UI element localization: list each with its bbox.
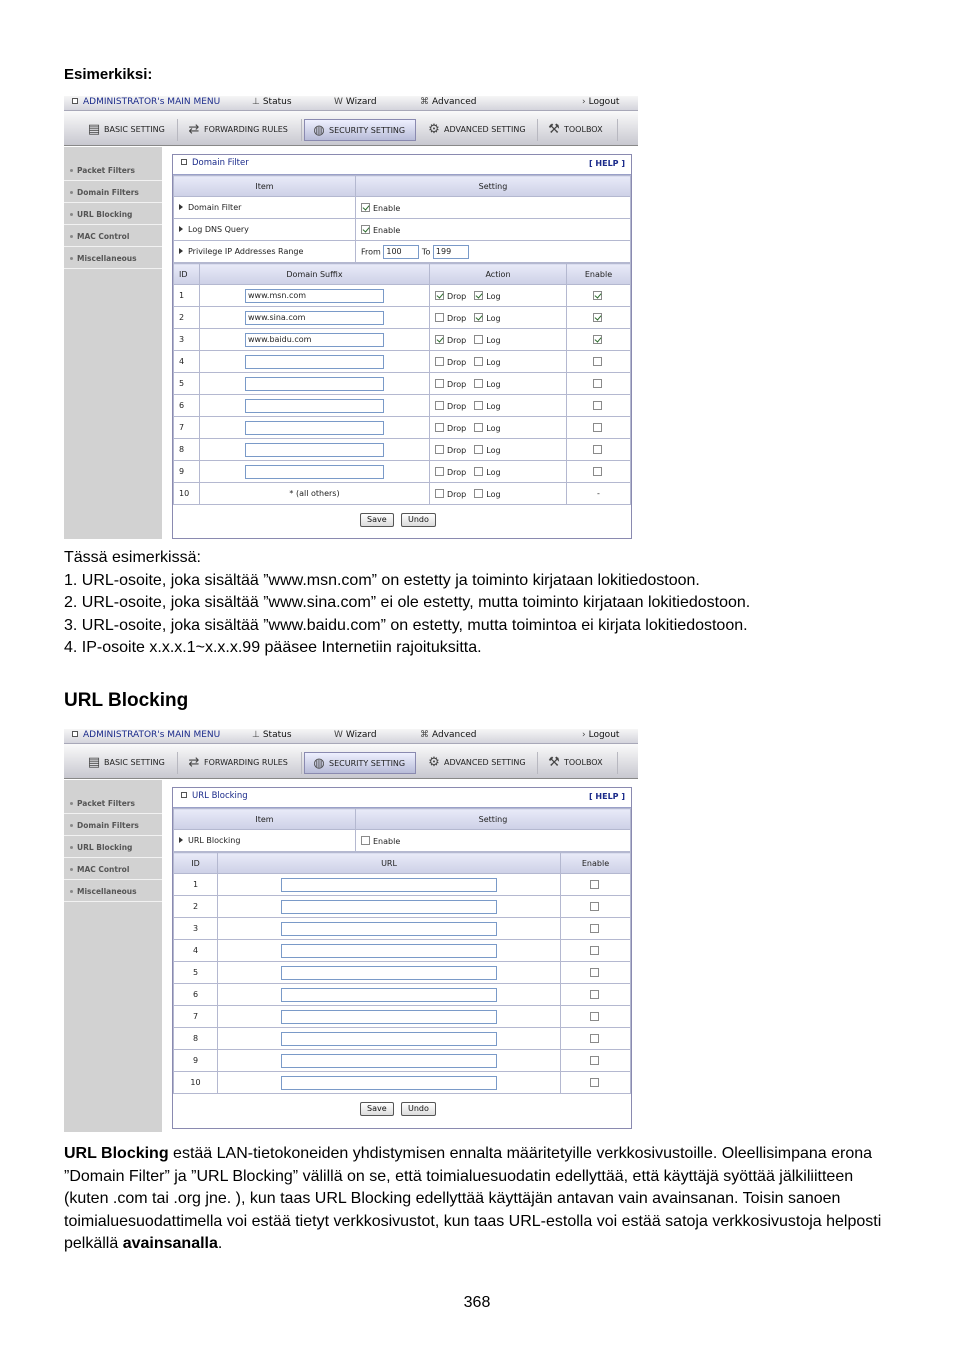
domain-filter-label: Domain Filter	[174, 197, 356, 219]
enable-checkbox[interactable]	[593, 335, 602, 344]
shield-icon: ◍	[313, 756, 325, 771]
url-blocking-screenshot	[64, 729, 638, 1132]
row-id: 7	[174, 417, 200, 439]
domain-suffix-input[interactable]	[245, 355, 384, 369]
example-heading: Esimerkiksi:	[64, 66, 153, 83]
table-row	[174, 1006, 631, 1028]
drop-label: Drop	[447, 313, 467, 323]
table-row	[174, 351, 631, 373]
table-row	[174, 1072, 631, 1094]
sidebar-item-miscellaneous[interactable]: Miscellaneous	[64, 249, 162, 269]
action-header: Action	[430, 264, 567, 285]
row-id: 8	[174, 1028, 218, 1050]
row-id: 9	[174, 461, 200, 483]
admin-menu-link[interactable]: ADMINISTRATOR's MAIN MENU	[72, 97, 220, 107]
enable-checkbox[interactable]	[593, 467, 602, 476]
person-icon: ⊥	[252, 97, 260, 107]
url-input[interactable]	[281, 1054, 497, 1068]
folder-icon: ▤	[87, 122, 101, 137]
all-others-label: * (all others)	[200, 483, 430, 505]
row-id: 3	[174, 918, 218, 940]
main-tab-bar	[64, 744, 638, 779]
log-label: Log	[486, 423, 501, 433]
log-label: Log	[486, 489, 501, 499]
save-button[interactable]: Save	[360, 1102, 394, 1116]
sidebar-item-packet-filters[interactable]: Packet Filters	[64, 161, 162, 181]
enable-checkbox[interactable]	[593, 313, 602, 322]
panel-title: Domain Filter	[181, 158, 249, 168]
gear-icon: ⚙	[428, 755, 440, 770]
tab-basic-setting[interactable]: ▤ BASIC SETTING	[80, 119, 178, 141]
drop-checkbox[interactable]	[435, 357, 444, 366]
table-row	[174, 307, 631, 329]
domain-filter-panel	[172, 154, 632, 539]
domain-suffix-input[interactable]	[245, 465, 384, 479]
table-row	[174, 417, 631, 439]
table-row	[174, 962, 631, 984]
privilege-range-label: Privilege IP Addresses Range	[174, 241, 356, 263]
enable-checkbox[interactable]	[593, 357, 602, 366]
domain-suffix-input[interactable]: www.baidu.com	[245, 333, 384, 347]
explanation-line: 1. URL-osoite, joka sisältää ”www.msn.com” on estetty ja toiminto kirjataan lokitiedostoon.	[64, 571, 700, 589]
url-input[interactable]	[281, 988, 497, 1002]
button-row	[173, 505, 631, 535]
row-id: 5	[174, 962, 218, 984]
enable-header: Enable	[567, 264, 631, 285]
log-checkbox[interactable]	[474, 379, 483, 388]
url-blocking-enable-checkbox[interactable]	[361, 836, 370, 845]
url-input[interactable]	[281, 1032, 497, 1046]
section-heading: URL Blocking	[64, 690, 189, 711]
drop-checkbox[interactable]	[435, 379, 444, 388]
help-link[interactable]: [ HELP ]	[588, 792, 625, 801]
advanced-link[interactable]: ⌘ Advanced	[420, 97, 477, 107]
advanced-link[interactable]: ⌘ Advanced	[420, 730, 477, 740]
log-label: Log	[486, 379, 501, 389]
id-header: ID	[174, 853, 218, 874]
range-from-input[interactable]: 100	[383, 245, 419, 259]
log-checkbox[interactable]	[474, 291, 483, 300]
drop-checkbox[interactable]	[435, 423, 444, 432]
explanation-block	[64, 547, 750, 660]
gear-icon: ⚙	[428, 122, 440, 137]
tab-toolbox[interactable]: ⚒ TOOLBOX	[540, 119, 618, 141]
setting-header: Setting	[356, 809, 631, 830]
explanation-line: 4. IP-osoite x.x.x.1~x.x.x.99 pääsee Internetiin rajoituksitta.	[64, 639, 482, 656]
url-input[interactable]	[281, 944, 497, 958]
paragraph-end: .	[217, 1235, 223, 1252]
url-blocking-label: URL Blocking	[174, 830, 356, 852]
row-id: 4	[174, 940, 218, 962]
row-id: 6	[174, 984, 218, 1006]
log-checkbox[interactable]	[474, 467, 483, 476]
domain-suffix-header: Domain Suffix	[200, 264, 430, 285]
admin-menu-link[interactable]: ADMINISTRATOR's MAIN MENU	[72, 730, 220, 740]
enable-header: Enable	[561, 853, 631, 874]
url-blocking-panel	[172, 787, 632, 1129]
url-input[interactable]	[281, 922, 497, 936]
row-id: 2	[174, 307, 200, 329]
drop-label: Drop	[447, 401, 467, 411]
id-header: ID	[174, 264, 200, 285]
sidebar-item-url-blocking[interactable]: URL Blocking	[64, 838, 162, 858]
url-blocking-settings-table: Item Setting URL Blocking Enable	[173, 808, 631, 852]
forward-icon: ⇄	[188, 122, 200, 137]
row-id: 1	[174, 285, 200, 307]
table-row	[174, 439, 631, 461]
table-row	[174, 940, 631, 962]
folder-icon: ▤	[87, 755, 101, 770]
tab-forwarding-rules[interactable]: ⇄ FORWARDING RULES	[180, 752, 302, 774]
setting-header: Setting	[356, 176, 631, 197]
sidebar-item-mac-control[interactable]: MAC Control	[64, 227, 162, 247]
sidebar	[64, 780, 162, 1132]
row-id: 3	[174, 329, 200, 351]
enable-checkbox[interactable]	[590, 924, 599, 933]
log-checkbox[interactable]	[474, 445, 483, 454]
sidebar-item-domain-filters[interactable]: Domain Filters	[64, 183, 162, 203]
enable-checkbox[interactable]	[593, 423, 602, 432]
drop-label: Drop	[447, 357, 467, 367]
top-menu-bar	[64, 96, 638, 111]
url-header: URL	[218, 853, 561, 874]
enable-checkbox[interactable]	[590, 902, 599, 911]
log-label: Log	[486, 445, 501, 455]
row-id: 1	[174, 874, 218, 896]
wizard-icon: W	[334, 97, 343, 107]
drop-label: Drop	[447, 489, 467, 499]
row-id: 8	[174, 439, 200, 461]
save-button[interactable]: Save	[360, 513, 394, 527]
enable-checkbox[interactable]	[593, 379, 602, 388]
status-link[interactable]: ⊥ Status	[252, 97, 292, 107]
tab-basic-setting[interactable]: ▤ BASIC SETTING	[80, 752, 178, 774]
row-id: 4	[174, 351, 200, 373]
log-checkbox[interactable]	[474, 357, 483, 366]
table-row	[174, 395, 631, 417]
button-row	[173, 1094, 631, 1124]
toolbox-icon: ⚒	[548, 122, 560, 137]
drop-checkbox[interactable]	[435, 401, 444, 410]
log-dns-label: Log DNS Query	[174, 219, 356, 241]
drop-checkbox[interactable]	[435, 489, 444, 498]
table-row	[174, 1028, 631, 1050]
paragraph-lead: URL Blocking	[64, 1145, 169, 1162]
drop-label: Drop	[447, 335, 467, 345]
log-label: Log	[486, 335, 501, 345]
drop-checkbox[interactable]	[435, 445, 444, 454]
paragraph-keyword: avainsanalla	[122, 1235, 218, 1252]
log-checkbox[interactable]	[474, 489, 483, 498]
row-id: 7	[174, 1006, 218, 1028]
wizard-link[interactable]: W Wizard	[334, 730, 377, 740]
panel-title: URL Blocking	[181, 791, 248, 801]
tab-security-setting[interactable]: ◍ SECURITY SETTING	[304, 752, 416, 774]
drop-label: Drop	[447, 291, 467, 301]
url-input[interactable]	[281, 1076, 497, 1090]
enable-checkbox[interactable]	[590, 968, 599, 977]
item-header: Item	[174, 809, 356, 830]
table-row	[174, 461, 631, 483]
explanation-line: 2. URL-osoite, joka sisältää ”www.sina.com” ei ole estetty, mutta toiminto kirjataan lokitiedostoon.	[64, 594, 751, 611]
forward-icon: ⇄	[188, 755, 200, 770]
item-header: Item	[174, 176, 356, 197]
enable-checkbox[interactable]	[590, 946, 599, 955]
log-label: Log	[486, 291, 501, 301]
row-id: 10	[174, 1072, 218, 1094]
domain-suffix-input[interactable]: www.sina.com	[245, 311, 384, 325]
logout-link[interactable]: › Logout	[582, 730, 620, 740]
row-id: 6	[174, 395, 200, 417]
tab-forwarding-rules[interactable]: ⇄ FORWARDING RULES	[180, 119, 302, 141]
log-checkbox[interactable]	[474, 401, 483, 410]
enable-checkbox[interactable]	[590, 1012, 599, 1021]
table-row	[174, 984, 631, 1006]
arrow-right-icon: ›	[582, 97, 586, 107]
enable-checkbox[interactable]	[593, 401, 602, 410]
advanced-icon: ⌘	[420, 97, 429, 107]
table-row	[174, 918, 631, 940]
paragraph-body: estää LAN-tietokoneiden yhdistymisen ennalta määritetyille verkkosivustoille. Oleellisimpana erona ”Domain Filter” ja ”URL Blocking” välillä on se, että toimialuesuodatin edellyttää, että käyttäjä syöttää jälkiliitteen (kuten .com tai .org jne. ), kun taas URL Blocking edellyttää käyttäjän antavan vain avainsanan. Toisin sanoen toimialuesuodattimella voi estää tietyt verkkosivustot, kun taas URL-estolla voi estää satoja verkkosivustoja helposti pelkällä	[64, 1145, 882, 1252]
person-icon: ⊥	[252, 730, 260, 740]
drop-label: Drop	[447, 379, 467, 389]
domain-filter-enable-checkbox[interactable]	[361, 203, 370, 212]
domain-suffix-input[interactable]: www.msn.com	[245, 289, 384, 303]
url-blocking-paragraph	[64, 1143, 894, 1256]
domain-suffix-input[interactable]	[245, 443, 384, 457]
advanced-icon: ⌘	[420, 730, 429, 740]
range-to-input[interactable]: 199	[433, 245, 469, 259]
url-input[interactable]	[281, 900, 497, 914]
wizard-icon: W	[334, 730, 343, 740]
undo-button[interactable]: Undo	[401, 513, 436, 527]
row-id: 10	[174, 483, 200, 505]
logout-link[interactable]: › Logout	[582, 97, 620, 107]
log-checkbox[interactable]	[474, 313, 483, 322]
url-input[interactable]	[281, 878, 497, 892]
domain-suffix-input[interactable]	[245, 399, 384, 413]
drop-checkbox[interactable]	[435, 291, 444, 300]
domain-suffix-table	[173, 263, 631, 505]
square-icon	[72, 98, 78, 104]
table-row	[174, 285, 631, 307]
tab-security-setting[interactable]: ◍ SECURITY SETTING	[304, 119, 416, 141]
domain-filter-screenshot	[64, 96, 638, 539]
sidebar-item-packet-filters[interactable]: Packet Filters	[64, 794, 162, 814]
drop-checkbox[interactable]	[435, 313, 444, 322]
sidebar-item-url-blocking[interactable]: URL Blocking	[64, 205, 162, 225]
log-label: Log	[486, 357, 501, 367]
row-id: 2	[174, 896, 218, 918]
drop-label: Drop	[447, 467, 467, 477]
tab-advanced-setting[interactable]: ⚙ ADVANCED SETTING	[420, 752, 538, 774]
enable-checkbox[interactable]	[590, 880, 599, 889]
sidebar-item-domain-filters[interactable]: Domain Filters	[64, 816, 162, 836]
toolbox-icon: ⚒	[548, 755, 560, 770]
sidebar	[64, 147, 162, 539]
url-table	[173, 852, 631, 1094]
log-label: Log	[486, 401, 501, 411]
drop-checkbox[interactable]	[435, 335, 444, 344]
log-checkbox[interactable]	[474, 423, 483, 432]
page-number: 368	[463, 1294, 491, 1311]
table-row	[174, 373, 631, 395]
drop-label: Drop	[447, 445, 467, 455]
url-input[interactable]	[281, 1010, 497, 1024]
enable-checkbox[interactable]	[590, 990, 599, 999]
tab-toolbox[interactable]: ⚒ TOOLBOX	[540, 752, 618, 774]
enable-checkbox[interactable]	[593, 445, 602, 454]
drop-label: Drop	[447, 423, 467, 433]
arrow-right-icon: ›	[582, 730, 586, 740]
log-dns-enable-checkbox[interactable]	[361, 225, 370, 234]
status-link[interactable]: ⊥ Status	[252, 730, 292, 740]
table-row	[174, 483, 631, 505]
table-row	[174, 1050, 631, 1072]
top-menu-bar	[64, 729, 638, 744]
domain-filter-settings-table: Item Setting Domain Filter Enable Log DNS Query Enable Privilege IP Addresses Range From 100 To 199	[173, 175, 631, 263]
log-label: Log	[486, 313, 501, 323]
panel-header	[173, 155, 631, 175]
drop-checkbox[interactable]	[435, 467, 444, 476]
table-row	[174, 896, 631, 918]
enable-checkbox[interactable]	[590, 1056, 599, 1065]
row-id: 5	[174, 373, 200, 395]
log-checkbox[interactable]	[474, 335, 483, 344]
enable-placeholder: -	[567, 483, 631, 505]
enable-checkbox[interactable]	[590, 1078, 599, 1087]
shield-icon: ◍	[313, 123, 325, 138]
main-tab-bar	[64, 111, 638, 146]
domain-suffix-input[interactable]	[245, 377, 384, 391]
explanation-line: 3. URL-osoite, joka sisältää ”www.baidu.com” on estetty, mutta toimintoa ei kirjata lokitiedostoon.	[64, 616, 748, 634]
sidebar-item-miscellaneous[interactable]: Miscellaneous	[64, 882, 162, 902]
help-link[interactable]: [ HELP ]	[588, 159, 625, 168]
table-row	[174, 329, 631, 351]
table-row	[174, 874, 631, 896]
row-id: 9	[174, 1050, 218, 1072]
url-input[interactable]	[281, 966, 497, 980]
tab-advanced-setting[interactable]: ⚙ ADVANCED SETTING	[420, 119, 538, 141]
panel-header	[173, 788, 631, 808]
square-icon	[72, 731, 78, 737]
log-label: Log	[486, 467, 501, 477]
enable-checkbox[interactable]	[593, 291, 602, 300]
domain-suffix-input[interactable]	[245, 421, 384, 435]
sidebar-item-mac-control[interactable]: MAC Control	[64, 860, 162, 880]
wizard-link[interactable]: W Wizard	[334, 97, 377, 107]
enable-checkbox[interactable]	[590, 1034, 599, 1043]
undo-button[interactable]: Undo	[401, 1102, 436, 1116]
explanation-intro: Tässä esimerkissä:	[64, 549, 201, 566]
